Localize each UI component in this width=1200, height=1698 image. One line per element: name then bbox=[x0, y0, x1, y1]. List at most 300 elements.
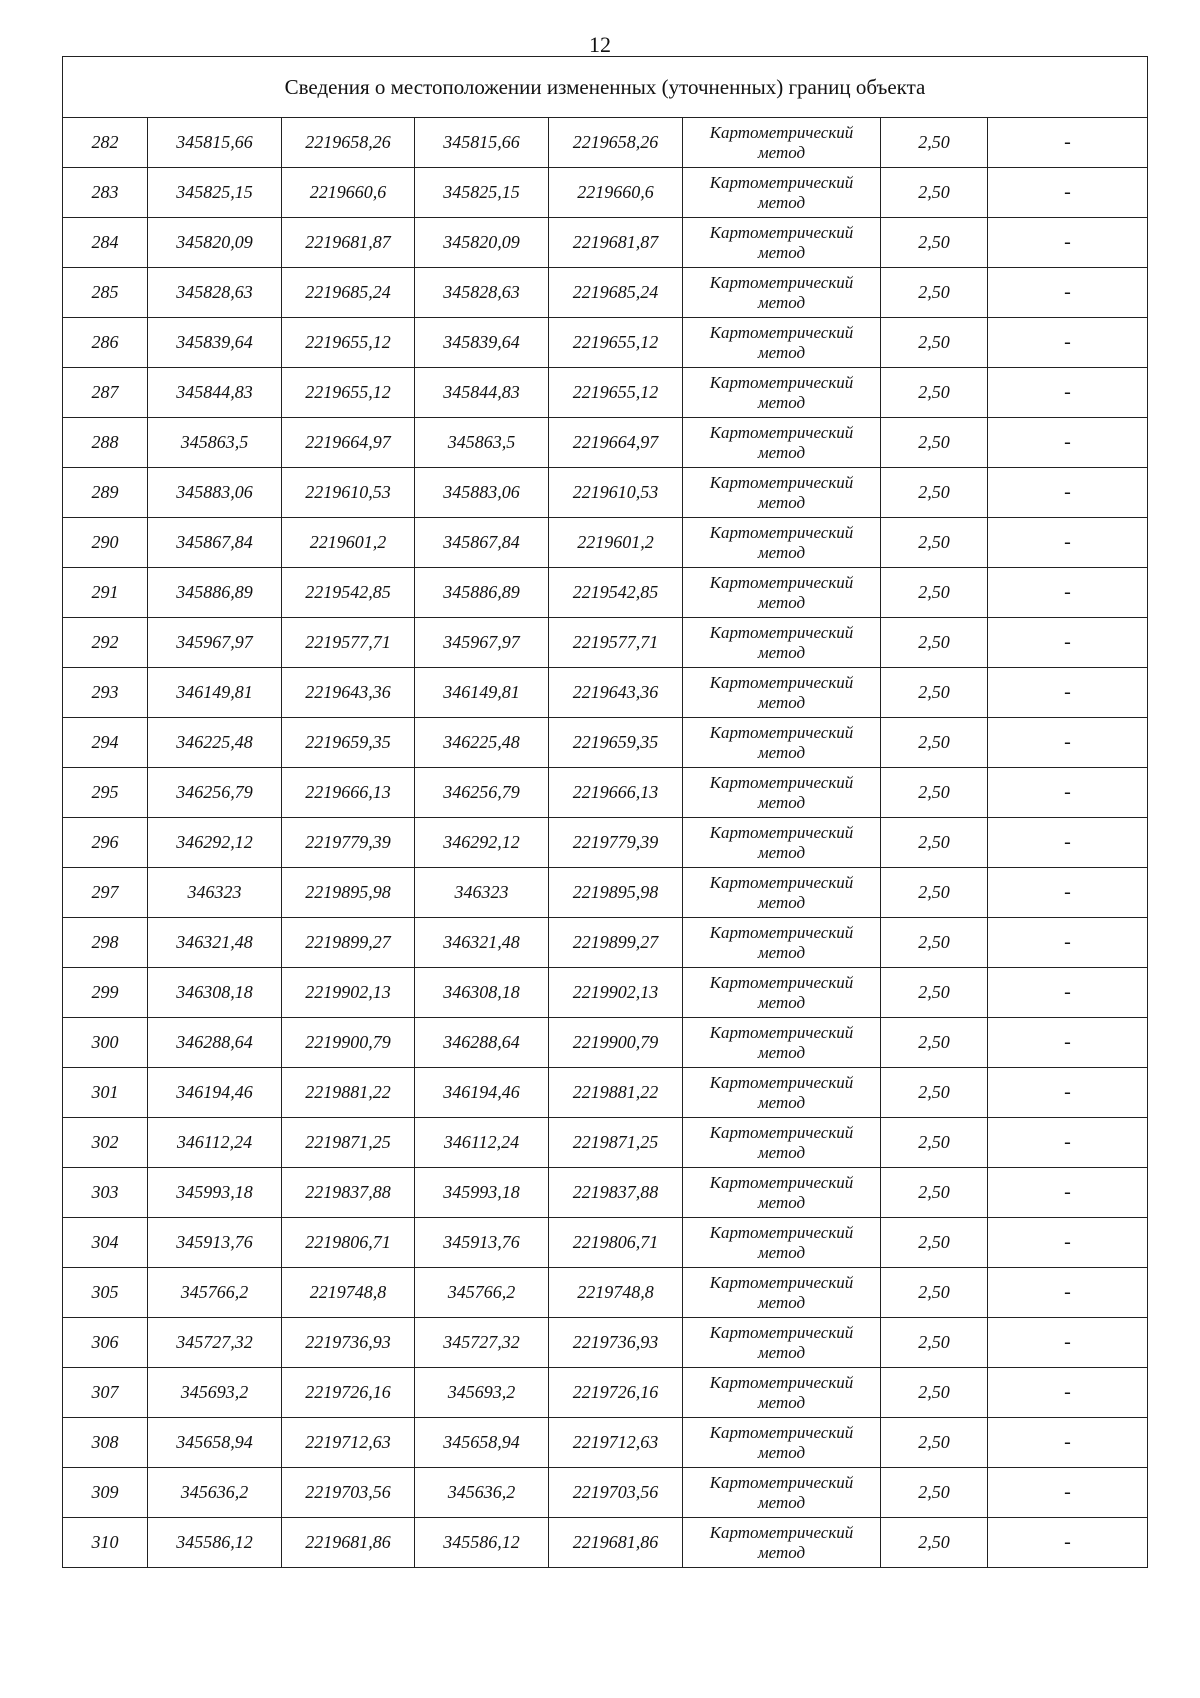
method-line-1: Картометрический bbox=[709, 222, 854, 242]
accuracy-cell: 2,50 bbox=[881, 1018, 988, 1068]
method-cell bbox=[683, 168, 881, 218]
x-refined-cell: 346308,18 bbox=[415, 968, 549, 1018]
y-existing-cell: 2219685,24 bbox=[282, 268, 415, 318]
y-existing-cell: 2219837,88 bbox=[282, 1168, 415, 1218]
accuracy-cell: 2,50 bbox=[881, 318, 988, 368]
x-refined-cell: 345820,09 bbox=[415, 218, 549, 268]
note-cell: - bbox=[988, 968, 1148, 1018]
method-cell bbox=[683, 1468, 881, 1518]
point-number-cell: 298 bbox=[63, 918, 148, 968]
x-refined-cell: 345727,32 bbox=[415, 1318, 549, 1368]
table-title-row bbox=[63, 57, 1148, 118]
method-line-2: метод bbox=[757, 192, 806, 212]
y-refined-cell: 2219659,35 bbox=[549, 718, 683, 768]
table-row bbox=[63, 1468, 1148, 1518]
page-number: 12 bbox=[589, 32, 611, 57]
point-number-cell: 297 bbox=[63, 868, 148, 918]
method-line-1: Картометрический bbox=[709, 472, 854, 492]
accuracy-cell: 2,50 bbox=[881, 1318, 988, 1368]
table-row bbox=[63, 768, 1148, 818]
method-line-1: Картометрический bbox=[709, 1072, 854, 1092]
y-existing-cell: 2219664,97 bbox=[282, 418, 415, 468]
y-existing-cell: 2219542,85 bbox=[282, 568, 415, 618]
accuracy-cell: 2,50 bbox=[881, 118, 988, 168]
x-refined-cell: 345693,2 bbox=[415, 1368, 549, 1418]
y-existing-cell: 2219660,6 bbox=[282, 168, 415, 218]
method-line-1: Картометрический bbox=[709, 972, 854, 992]
method-line-1: Картометрический bbox=[709, 872, 854, 892]
note-cell: - bbox=[988, 1368, 1148, 1418]
y-existing-cell: 2219577,71 bbox=[282, 618, 415, 668]
x-refined-cell: 345844,83 bbox=[415, 368, 549, 418]
method-cell bbox=[683, 518, 881, 568]
x-existing-cell: 345839,64 bbox=[148, 318, 282, 368]
method-cell bbox=[683, 1218, 881, 1268]
method-cell bbox=[683, 818, 881, 868]
note-cell: - bbox=[988, 568, 1148, 618]
point-number-cell: 310 bbox=[63, 1518, 148, 1568]
note-cell: - bbox=[988, 768, 1148, 818]
y-refined-cell: 2219610,53 bbox=[549, 468, 683, 518]
x-refined-cell: 345636,2 bbox=[415, 1468, 549, 1518]
table-row bbox=[63, 668, 1148, 718]
method-line-2: метод bbox=[757, 342, 806, 362]
accuracy-cell: 2,50 bbox=[881, 1518, 988, 1568]
method-line-1: Картометрический bbox=[709, 722, 854, 742]
point-number-cell: 284 bbox=[63, 218, 148, 268]
x-existing-cell: 345825,15 bbox=[148, 168, 282, 218]
method-line-1: Картометрический bbox=[709, 122, 854, 142]
y-existing-cell: 2219681,87 bbox=[282, 218, 415, 268]
y-refined-cell: 2219658,26 bbox=[549, 118, 683, 168]
method-cell bbox=[683, 868, 881, 918]
method-line-2: метод bbox=[757, 1542, 806, 1562]
table-row bbox=[63, 1368, 1148, 1418]
y-existing-cell: 2219659,35 bbox=[282, 718, 415, 768]
method-cell bbox=[683, 1018, 881, 1068]
x-existing-cell: 346149,81 bbox=[148, 668, 282, 718]
note-cell: - bbox=[988, 618, 1148, 668]
method-cell bbox=[683, 1368, 881, 1418]
x-refined-cell: 345815,66 bbox=[415, 118, 549, 168]
method-cell bbox=[683, 318, 881, 368]
point-number-cell: 286 bbox=[63, 318, 148, 368]
method-line-2: метод bbox=[757, 1292, 806, 1312]
method-line-2: метод bbox=[757, 1042, 806, 1062]
y-refined-cell: 2219655,12 bbox=[549, 368, 683, 418]
x-existing-cell: 346308,18 bbox=[148, 968, 282, 1018]
x-existing-cell: 346194,46 bbox=[148, 1068, 282, 1118]
method-cell bbox=[683, 618, 881, 668]
y-existing-cell: 2219895,98 bbox=[282, 868, 415, 918]
y-refined-cell: 2219681,87 bbox=[549, 218, 683, 268]
method-line-1: Картометрический bbox=[709, 272, 854, 292]
x-refined-cell: 345863,5 bbox=[415, 418, 549, 468]
y-refined-cell: 2219664,97 bbox=[549, 418, 683, 468]
x-refined-cell: 345967,97 bbox=[415, 618, 549, 668]
accuracy-cell: 2,50 bbox=[881, 818, 988, 868]
y-refined-cell: 2219601,2 bbox=[549, 518, 683, 568]
coordinates-table bbox=[62, 56, 1148, 1568]
method-line-2: метод bbox=[757, 1092, 806, 1112]
x-existing-cell: 345766,2 bbox=[148, 1268, 282, 1318]
x-refined-cell: 346149,81 bbox=[415, 668, 549, 718]
accuracy-cell: 2,50 bbox=[881, 1118, 988, 1168]
y-existing-cell: 2219748,8 bbox=[282, 1268, 415, 1318]
method-line-1: Картометрический bbox=[709, 1122, 854, 1142]
point-number-cell: 293 bbox=[63, 668, 148, 718]
y-existing-cell: 2219666,13 bbox=[282, 768, 415, 818]
table-row bbox=[63, 1118, 1148, 1168]
x-refined-cell: 345839,64 bbox=[415, 318, 549, 368]
table-row bbox=[63, 1518, 1148, 1568]
x-refined-cell: 346288,64 bbox=[415, 1018, 549, 1068]
table-row bbox=[63, 168, 1148, 218]
method-line-2: метод bbox=[757, 492, 806, 512]
method-line-1: Картометрический bbox=[709, 922, 854, 942]
method-cell bbox=[683, 1118, 881, 1168]
method-line-2: метод bbox=[757, 792, 806, 812]
table-row bbox=[63, 118, 1148, 168]
method-line-1: Картометрический bbox=[709, 1472, 854, 1492]
y-refined-cell: 2219726,16 bbox=[549, 1368, 683, 1418]
method-line-1: Картометрический bbox=[709, 1272, 854, 1292]
method-line-2: метод bbox=[757, 292, 806, 312]
accuracy-cell: 2,50 bbox=[881, 568, 988, 618]
y-existing-cell: 2219601,2 bbox=[282, 518, 415, 568]
x-existing-cell: 345863,5 bbox=[148, 418, 282, 468]
point-number-cell: 296 bbox=[63, 818, 148, 868]
method-cell bbox=[683, 1068, 881, 1118]
accuracy-cell: 2,50 bbox=[881, 1468, 988, 1518]
accuracy-cell: 2,50 bbox=[881, 1068, 988, 1118]
accuracy-cell: 2,50 bbox=[881, 368, 988, 418]
method-cell bbox=[683, 568, 881, 618]
point-number-cell: 287 bbox=[63, 368, 148, 418]
point-number-cell: 291 bbox=[63, 568, 148, 618]
accuracy-cell: 2,50 bbox=[881, 168, 988, 218]
note-cell: - bbox=[988, 518, 1148, 568]
table-row bbox=[63, 418, 1148, 468]
x-existing-cell: 345844,83 bbox=[148, 368, 282, 418]
method-cell bbox=[683, 1518, 881, 1568]
method-cell bbox=[683, 1168, 881, 1218]
y-refined-cell: 2219666,13 bbox=[549, 768, 683, 818]
note-cell: - bbox=[988, 1018, 1148, 1068]
note-cell: - bbox=[988, 1268, 1148, 1318]
point-number-cell: 299 bbox=[63, 968, 148, 1018]
method-cell bbox=[683, 218, 881, 268]
point-number-cell: 309 bbox=[63, 1468, 148, 1518]
y-existing-cell: 2219736,93 bbox=[282, 1318, 415, 1368]
method-cell bbox=[683, 1418, 881, 1468]
method-line-1: Картометрический bbox=[709, 322, 854, 342]
y-existing-cell: 2219871,25 bbox=[282, 1118, 415, 1168]
x-existing-cell: 346321,48 bbox=[148, 918, 282, 968]
x-existing-cell: 345967,97 bbox=[148, 618, 282, 668]
method-line-2: метод bbox=[757, 1242, 806, 1262]
accuracy-cell: 2,50 bbox=[881, 868, 988, 918]
accuracy-cell: 2,50 bbox=[881, 1368, 988, 1418]
note-cell: - bbox=[988, 118, 1148, 168]
method-line-2: метод bbox=[757, 892, 806, 912]
y-existing-cell: 2219703,56 bbox=[282, 1468, 415, 1518]
point-number-cell: 283 bbox=[63, 168, 148, 218]
accuracy-cell: 2,50 bbox=[881, 1268, 988, 1318]
method-line-1: Картометрический bbox=[709, 822, 854, 842]
x-existing-cell: 346288,64 bbox=[148, 1018, 282, 1068]
x-existing-cell: 345636,2 bbox=[148, 1468, 282, 1518]
method-line-2: метод bbox=[757, 1392, 806, 1412]
y-existing-cell: 2219655,12 bbox=[282, 318, 415, 368]
method-cell bbox=[683, 918, 881, 968]
y-refined-cell: 2219900,79 bbox=[549, 1018, 683, 1068]
x-refined-cell: 346112,24 bbox=[415, 1118, 549, 1168]
point-number-cell: 285 bbox=[63, 268, 148, 318]
accuracy-cell: 2,50 bbox=[881, 668, 988, 718]
method-line-1: Картометрический bbox=[709, 1422, 854, 1442]
point-number-cell: 300 bbox=[63, 1018, 148, 1068]
method-cell bbox=[683, 468, 881, 518]
point-number-cell: 294 bbox=[63, 718, 148, 768]
table-row bbox=[63, 468, 1148, 518]
method-line-2: метод bbox=[757, 992, 806, 1012]
y-existing-cell: 2219779,39 bbox=[282, 818, 415, 868]
method-line-2: метод bbox=[757, 692, 806, 712]
y-refined-cell: 2219837,88 bbox=[549, 1168, 683, 1218]
x-existing-cell: 345993,18 bbox=[148, 1168, 282, 1218]
x-existing-cell: 345815,66 bbox=[148, 118, 282, 168]
note-cell: - bbox=[988, 468, 1148, 518]
y-existing-cell: 2219655,12 bbox=[282, 368, 415, 418]
y-existing-cell: 2219726,16 bbox=[282, 1368, 415, 1418]
y-refined-cell: 2219881,22 bbox=[549, 1068, 683, 1118]
y-existing-cell: 2219902,13 bbox=[282, 968, 415, 1018]
x-existing-cell: 345820,09 bbox=[148, 218, 282, 268]
method-line-1: Картометрический bbox=[709, 1222, 854, 1242]
x-refined-cell: 345867,84 bbox=[415, 518, 549, 568]
x-refined-cell: 345993,18 bbox=[415, 1168, 549, 1218]
x-refined-cell: 345886,89 bbox=[415, 568, 549, 618]
method-cell bbox=[683, 718, 881, 768]
table-row bbox=[63, 868, 1148, 918]
x-refined-cell: 346292,12 bbox=[415, 818, 549, 868]
note-cell: - bbox=[988, 868, 1148, 918]
note-cell: - bbox=[988, 918, 1148, 968]
note-cell: - bbox=[988, 168, 1148, 218]
point-number-cell: 302 bbox=[63, 1118, 148, 1168]
method-line-1: Картометрический bbox=[709, 572, 854, 592]
y-existing-cell: 2219900,79 bbox=[282, 1018, 415, 1068]
x-refined-cell: 346194,46 bbox=[415, 1068, 549, 1118]
method-line-2: метод bbox=[757, 1142, 806, 1162]
x-refined-cell: 346256,79 bbox=[415, 768, 549, 818]
method-line-2: метод bbox=[757, 942, 806, 962]
x-refined-cell: 346321,48 bbox=[415, 918, 549, 968]
note-cell: - bbox=[988, 718, 1148, 768]
method-line-2: метод bbox=[757, 142, 806, 162]
y-existing-cell: 2219681,86 bbox=[282, 1518, 415, 1568]
y-refined-cell: 2219703,56 bbox=[549, 1468, 683, 1518]
method-cell bbox=[683, 368, 881, 418]
x-existing-cell: 346225,48 bbox=[148, 718, 282, 768]
method-line-2: метод bbox=[757, 1492, 806, 1512]
accuracy-cell: 2,50 bbox=[881, 918, 988, 968]
x-refined-cell: 346323 bbox=[415, 868, 549, 918]
accuracy-cell: 2,50 bbox=[881, 468, 988, 518]
accuracy-cell: 2,50 bbox=[881, 1218, 988, 1268]
method-line-1: Картометрический bbox=[709, 372, 854, 392]
x-refined-cell: 345913,76 bbox=[415, 1218, 549, 1268]
method-line-1: Картометрический bbox=[709, 422, 854, 442]
method-line-1: Картометрический bbox=[709, 772, 854, 792]
note-cell: - bbox=[988, 218, 1148, 268]
y-refined-cell: 2219748,8 bbox=[549, 1268, 683, 1318]
note-cell: - bbox=[988, 1218, 1148, 1268]
point-number-cell: 301 bbox=[63, 1068, 148, 1118]
method-line-1: Картометрический bbox=[709, 1522, 854, 1542]
x-existing-cell: 345886,89 bbox=[148, 568, 282, 618]
y-existing-cell: 2219712,63 bbox=[282, 1418, 415, 1468]
accuracy-cell: 2,50 bbox=[881, 1418, 988, 1468]
y-existing-cell: 2219610,53 bbox=[282, 468, 415, 518]
x-existing-cell: 345867,84 bbox=[148, 518, 282, 568]
x-refined-cell: 345883,06 bbox=[415, 468, 549, 518]
method-cell bbox=[683, 668, 881, 718]
method-line-2: метод bbox=[757, 1342, 806, 1362]
x-existing-cell: 346292,12 bbox=[148, 818, 282, 868]
y-refined-cell: 2219685,24 bbox=[549, 268, 683, 318]
accuracy-cell: 2,50 bbox=[881, 1168, 988, 1218]
table-row bbox=[63, 268, 1148, 318]
note-cell: - bbox=[988, 1068, 1148, 1118]
method-line-1: Картометрический bbox=[709, 622, 854, 642]
method-line-2: метод bbox=[757, 542, 806, 562]
accuracy-cell: 2,50 bbox=[881, 268, 988, 318]
note-cell: - bbox=[988, 1418, 1148, 1468]
x-refined-cell: 345586,12 bbox=[415, 1518, 549, 1568]
method-line-2: метод bbox=[757, 1192, 806, 1212]
x-existing-cell: 345828,63 bbox=[148, 268, 282, 318]
note-cell: - bbox=[988, 1468, 1148, 1518]
method-cell bbox=[683, 768, 881, 818]
method-line-2: метод bbox=[757, 842, 806, 862]
x-refined-cell: 345658,94 bbox=[415, 1418, 549, 1468]
y-refined-cell: 2219712,63 bbox=[549, 1418, 683, 1468]
note-cell: - bbox=[988, 668, 1148, 718]
point-number-cell: 292 bbox=[63, 618, 148, 668]
note-cell: - bbox=[988, 368, 1148, 418]
y-refined-cell: 2219899,27 bbox=[549, 918, 683, 968]
note-cell: - bbox=[988, 818, 1148, 868]
x-existing-cell: 345913,76 bbox=[148, 1218, 282, 1268]
y-refined-cell: 2219655,12 bbox=[549, 318, 683, 368]
method-line-1: Картометрический bbox=[709, 672, 854, 692]
x-existing-cell: 345693,2 bbox=[148, 1368, 282, 1418]
x-existing-cell: 345727,32 bbox=[148, 1318, 282, 1368]
point-number-cell: 306 bbox=[63, 1318, 148, 1368]
note-cell: - bbox=[988, 1118, 1148, 1168]
table-row bbox=[63, 368, 1148, 418]
note-cell: - bbox=[988, 1318, 1148, 1368]
point-number-cell: 305 bbox=[63, 1268, 148, 1318]
method-line-1: Картометрический bbox=[709, 1172, 854, 1192]
method-cell bbox=[683, 968, 881, 1018]
table-row bbox=[63, 968, 1148, 1018]
method-line-2: метод bbox=[757, 442, 806, 462]
table-row bbox=[63, 568, 1148, 618]
table-row bbox=[63, 1318, 1148, 1368]
y-existing-cell: 2219899,27 bbox=[282, 918, 415, 968]
x-existing-cell: 345658,94 bbox=[148, 1418, 282, 1468]
method-cell bbox=[683, 418, 881, 468]
accuracy-cell: 2,50 bbox=[881, 618, 988, 668]
table-row bbox=[63, 1018, 1148, 1068]
x-refined-cell: 345766,2 bbox=[415, 1268, 549, 1318]
accuracy-cell: 2,50 bbox=[881, 418, 988, 468]
point-number-cell: 295 bbox=[63, 768, 148, 818]
accuracy-cell: 2,50 bbox=[881, 718, 988, 768]
table-row bbox=[63, 818, 1148, 868]
accuracy-cell: 2,50 bbox=[881, 968, 988, 1018]
x-existing-cell: 345586,12 bbox=[148, 1518, 282, 1568]
y-existing-cell: 2219881,22 bbox=[282, 1068, 415, 1118]
table-row bbox=[63, 218, 1148, 268]
x-existing-cell: 346323 bbox=[148, 868, 282, 918]
table-row bbox=[63, 518, 1148, 568]
method-line-1: Картометрический bbox=[709, 172, 854, 192]
table-row bbox=[63, 1268, 1148, 1318]
y-refined-cell: 2219902,13 bbox=[549, 968, 683, 1018]
note-cell: - bbox=[988, 318, 1148, 368]
point-number-cell: 307 bbox=[63, 1368, 148, 1418]
accuracy-cell: 2,50 bbox=[881, 218, 988, 268]
table-row bbox=[63, 918, 1148, 968]
x-refined-cell: 345828,63 bbox=[415, 268, 549, 318]
y-existing-cell: 2219806,71 bbox=[282, 1218, 415, 1268]
x-refined-cell: 346225,48 bbox=[415, 718, 549, 768]
y-refined-cell: 2219779,39 bbox=[549, 818, 683, 868]
table-row bbox=[63, 1068, 1148, 1118]
method-line-2: метод bbox=[757, 592, 806, 612]
y-refined-cell: 2219895,98 bbox=[549, 868, 683, 918]
point-number-cell: 288 bbox=[63, 418, 148, 468]
point-number-cell: 303 bbox=[63, 1168, 148, 1218]
x-existing-cell: 345883,06 bbox=[148, 468, 282, 518]
point-number-cell: 304 bbox=[63, 1218, 148, 1268]
y-refined-cell: 2219806,71 bbox=[549, 1218, 683, 1268]
x-existing-cell: 346256,79 bbox=[148, 768, 282, 818]
y-existing-cell: 2219643,36 bbox=[282, 668, 415, 718]
table-title: Сведения о местоположении измененных (уточненных) границ объекта bbox=[63, 57, 1148, 118]
method-line-1: Картометрический bbox=[709, 1022, 854, 1042]
y-refined-cell: 2219542,85 bbox=[549, 568, 683, 618]
table-row bbox=[63, 318, 1148, 368]
note-cell: - bbox=[988, 268, 1148, 318]
x-existing-cell: 346112,24 bbox=[148, 1118, 282, 1168]
method-cell bbox=[683, 118, 881, 168]
method-line-1: Картометрический bbox=[709, 522, 854, 542]
x-refined-cell: 345825,15 bbox=[415, 168, 549, 218]
point-number-cell: 308 bbox=[63, 1418, 148, 1468]
method-cell bbox=[683, 1268, 881, 1318]
point-number-cell: 282 bbox=[63, 118, 148, 168]
point-number-cell: 289 bbox=[63, 468, 148, 518]
method-line-1: Картометрический bbox=[709, 1372, 854, 1392]
method-line-1: Картометрический bbox=[709, 1322, 854, 1342]
table-row bbox=[63, 1218, 1148, 1268]
method-line-2: метод bbox=[757, 392, 806, 412]
